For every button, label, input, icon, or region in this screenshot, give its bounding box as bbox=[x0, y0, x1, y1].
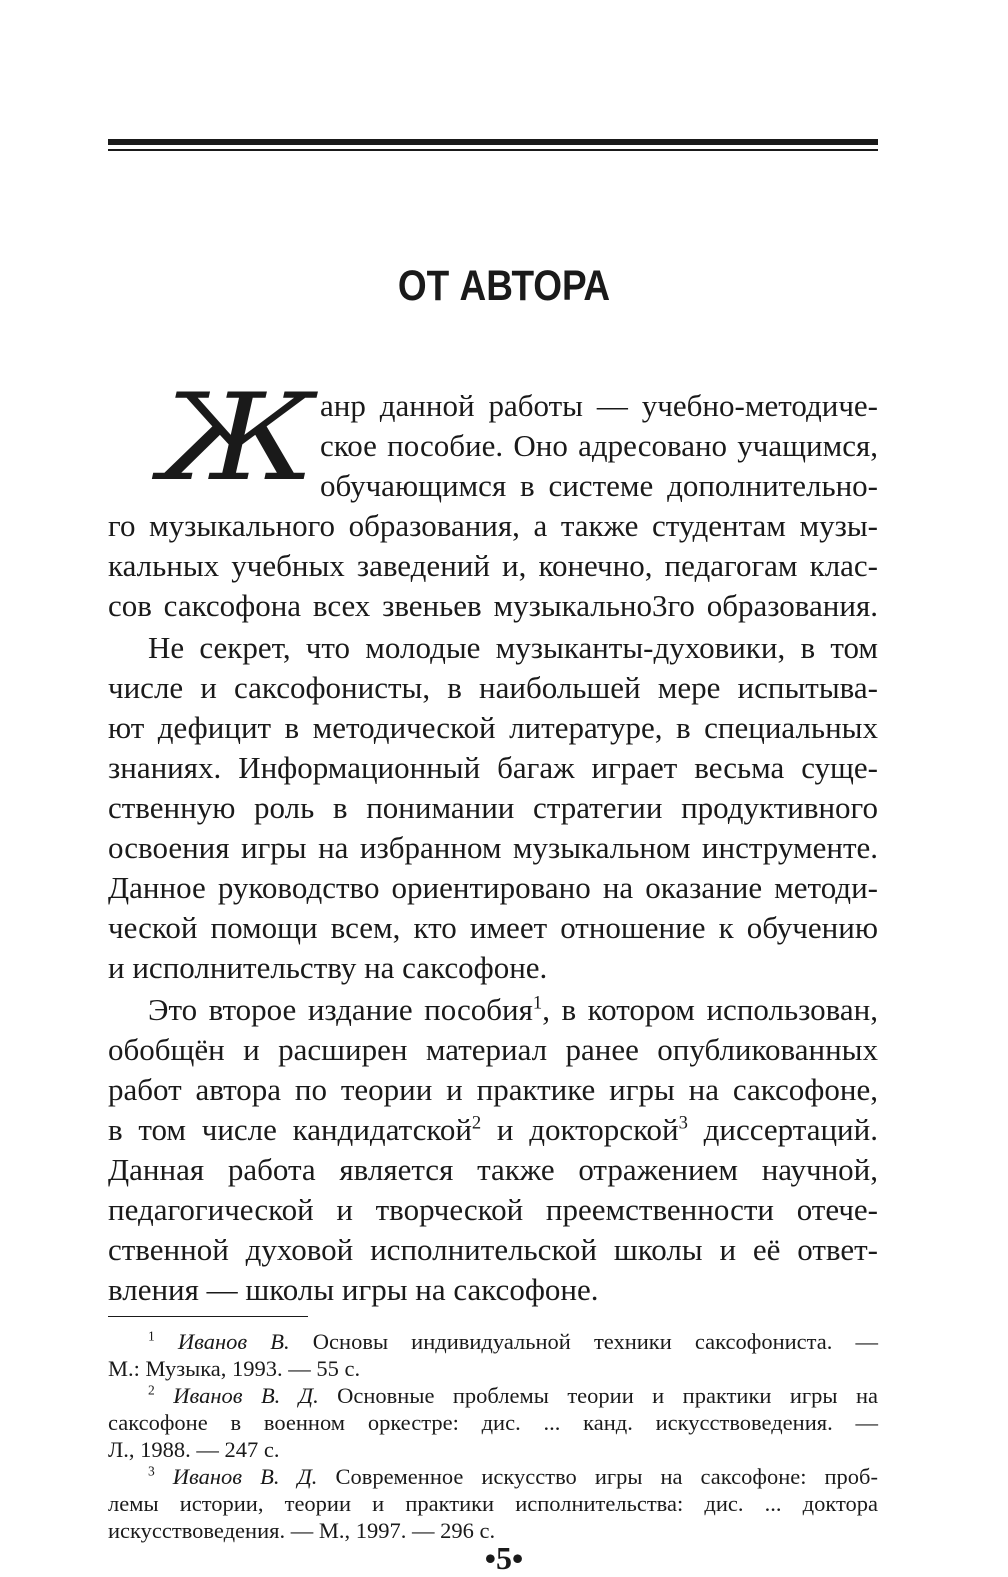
text-line: кальных учебных заведений и, конечно, педагогам клас- bbox=[108, 548, 878, 583]
footnote-author: Иванов В. Д. bbox=[173, 1383, 319, 1408]
footnote-line: Л., 1988. — 247 с. bbox=[108, 1437, 280, 1462]
text-line: ческой помощи всем, кто имеет отношение к обучению bbox=[108, 910, 878, 945]
text-line: и исполнительству на саксофоне. bbox=[108, 950, 548, 985]
text-line: сов саксофона всех звеньев музыкально3го образования. bbox=[108, 588, 878, 623]
header-rule-thin bbox=[108, 149, 878, 151]
footnote-line: искусствоведения. — М., 1997. — 296 с. bbox=[108, 1518, 496, 1543]
footnote-mark: 3 bbox=[148, 1463, 155, 1479]
footnote-line: саксофоне в военном оркестре: дис. ... канд. искусствоведения. — bbox=[108, 1410, 878, 1435]
footnote-divider bbox=[108, 1316, 308, 1317]
footnote-1 bbox=[148, 1328, 878, 1355]
text-line: ское пособие. Оно адресовано учащимся, bbox=[320, 428, 878, 463]
text-line bbox=[108, 1110, 878, 1150]
footnote-3 bbox=[148, 1463, 878, 1490]
text-line: знаниях. Информационный багаж играет весьма суще- bbox=[108, 750, 878, 785]
text-segment: , в котором использован, bbox=[542, 992, 878, 1027]
text-line: педагогической и творческой преемственности отече- bbox=[108, 1192, 878, 1227]
footnote-author: Иванов В. bbox=[177, 1329, 290, 1354]
text-line: обобщён и расширен материал ранее опубликованных bbox=[108, 1032, 878, 1067]
text-line: вления — школы игры на саксофоне. bbox=[108, 1272, 599, 1307]
text-line: обучающимся в системе дополнительно- bbox=[320, 468, 878, 503]
text-line: го музыкального образования, а также студентам музы- bbox=[108, 508, 878, 543]
text-line: работ автора по теории и практике игры на саксофоне, bbox=[108, 1072, 878, 1107]
page-number: •5• bbox=[484, 1540, 524, 1576]
text-line: ют дефицит в методической литературе, в специальных bbox=[108, 710, 878, 745]
text-line: ственной духовой исполнительской школы и её ответ- bbox=[108, 1232, 878, 1267]
footnote-ref-1[interactable]: 1 bbox=[532, 992, 543, 1014]
text-line: анр данной работы — учебно-методиче- bbox=[320, 388, 878, 423]
footnote-ref-2[interactable]: 2 bbox=[471, 1112, 482, 1134]
text-line: Данная работа является также отражением научной, bbox=[108, 1152, 878, 1187]
footnote-author: Иванов В. Д. bbox=[172, 1464, 318, 1489]
header-rule-thick bbox=[108, 139, 878, 145]
footnote-line: лемы истории, теории и практики исполнительства: дис. ... доктора bbox=[108, 1491, 878, 1516]
footnote-mark: 1 bbox=[148, 1328, 155, 1344]
footnote-text: Современное искусство игры на саксофоне: проб- bbox=[317, 1464, 878, 1489]
text-segment: Это второе издание пособия bbox=[148, 992, 533, 1027]
text-line: Не секрет, что молодые музыканты-духовики, в том bbox=[148, 630, 878, 665]
footnote-text: Основные проблемы теории и практики игры на bbox=[318, 1383, 878, 1408]
chapter-title: ОТ АВТОРА bbox=[397, 262, 611, 310]
footnote-line: М.: Музыка, 1993. — 55 с. bbox=[108, 1356, 361, 1381]
drop-cap: Ж bbox=[160, 369, 316, 508]
text-segment: в том числе кандидатской bbox=[108, 1112, 472, 1147]
text-line: числе и саксофонисты, в наибольшей мере испытыва- bbox=[108, 670, 878, 705]
text-segment: диссертаций. bbox=[687, 1112, 878, 1147]
text-line: ственную роль в понимании стратегии продуктивного bbox=[108, 790, 878, 825]
text-line: Данное руководство ориентировано на оказание методи- bbox=[108, 870, 878, 905]
footnote-text: Основы индивидуальной техники саксофониста. — bbox=[289, 1329, 878, 1354]
text-line: освоения игры на избранном музыкальном инструменте. bbox=[108, 830, 878, 865]
footnote-mark: 2 bbox=[148, 1382, 155, 1398]
text-segment: и докторской bbox=[481, 1112, 679, 1147]
text-line bbox=[148, 990, 878, 1030]
footnote-2 bbox=[148, 1382, 878, 1409]
footnote-ref-3[interactable]: 3 bbox=[678, 1112, 688, 1134]
